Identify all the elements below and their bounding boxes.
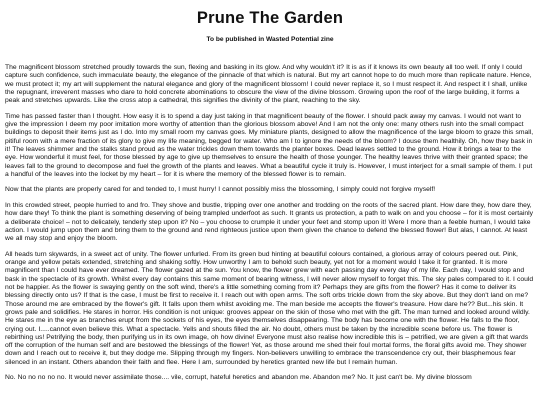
page-title: Prune The Garden xyxy=(196,9,344,27)
paragraph: All heads turn skywards, in a sweet act of unity. The flower unfurled. From its green bud hinting at beautiful colours contained, a glorious array of colours peered out. Pink, orange and yellow petals extended, stretching and shaking softly. How unworthy I am to behold such beauty, yet not for a moment would I take it for granted. It is more magnificent than I could have ever dreamed. The flower gazed at the sun. You know, the flower grew with each passing day every day of my life. Each day, I would stop and bask in the spectacle of its growth. Whilst every day contains this same moment of bearing witness, I will never allow myself to forget this. The sky pales compared to it. I could not be happier. As the flower is swaying gently on the soft wind, there's a little something coming from it? Perhaps they are gifts from the flower? Has it come to deliver its blessing directly onto us? If that is the case, I must be first to receive it. I reach out with open arms. The soft orbs trickle down from the sky above. But they don't land on me? Those around me are embraced by the flower's gift. It falls upon them whilst avoiding me. The man beside me accepts the flower's treasure. How dare he?? But...his skin. It grows pale and solidifies. He stares in horror. His condition is not unique: grooves appear on the skin of those who met with the gift. The man turned and looked around wildly. He stares me in the eye as branches erupt from the sockets of his eyes, the eyes themselves disappearing. The body has become one with the flower. He falls to the floor, crying out. I.....cannot even believe this. What a spectacle. Yells and shouts filled the air. No doubt, others must be taken by the incredible scene before us. The flower is rebirthing us! Petrifying the body, then purifying us in its own image, oh how divine! Everyone must also realise how incredible this is – petrified, we are given a gift that wards off the corruption of the human self and are bestowed the blessings of the flower! Yet, as those around me shed their foul mortal forms, the floral gifts avoid me. They shower down and I reach out to receive it, but they dodge me. Slipping through my fingers. Non-believers unwilling to embrace the transcendence cry out, their blasphemous fear silenced in an instant. Others abandon their faith and flee. Here I am, surrounded by heretics granted new life but I remain human. xyxy=(5,250,534,366)
paragraph: In this crowded street, people hurried to and fro. They shove and bustle, tripping over one another and trodding on the roots of the sacred plant. How dare they, how dare they, how dare they! To think the plant is something deserving of being trampled underfoot as such. It grants us protection, a path to walk on and you choose – for it is most certainly a deliberate choice! – not to delicately, tenderly step upon it? No – you choose to crumple it under your feet and stomp upon it! Were I more than a feeble human, I would take action. I would jump upon them and bring them to the ground and rend righteous justice upon them given the chance to defend the blessed flower! But alas, I cannot. At least we all may stop and enjoy the bloom. xyxy=(5,202,534,243)
page-subtitle: To be published in Wasted Potential zine xyxy=(206,36,334,43)
paragraph: Time has passed faster than I thought. How easy it is to spend a day just taking in that magnificent beauty of the flower. I should pack away my canvas. I would not want to give the impression I deem my poor imitation more worthy of attention than the glorious blossom above! And I am not the only one: many others rush into the small compact buildings to deposit their items just as I do. Into my small room my canvas goes. My miniature plants, designed to allow the magnificence of the large bloom to graze this small, pitiful room with a mere fraction of its glory to give my life meaning, begged for water. Who am I to ignore the needs of the bloom? I douse them healthily. Oh, how they bask in it! The leaves shimmer and the stalks stand proud as the water trickles down them towards the planter boxes. Dead leaves settled to the ground. How it brings a tear to the eye. How wonderful it must feel, for those blessed by age to give up themselves to ensure the health of those younger. The healthy leaves thrive with their granted space; the leaves fall to the ground to decompose and fuel the growth of the plants and leaves. What a beautiful cycle it truly is. However, I must interject for a small sample of them. I put a handful of the leaves into the locket by my heart – for it is where the memory of the blessed flower is to remain. xyxy=(5,112,534,178)
paragraph: The magnificent blossom stretched proudly towards the sun, flexing and basking in its glow. And why wouldn't it? It is as if it knows its own beauty all too well. If only I could capture such confidence, such immaculate beauty, the elegance of the pinnacle of that which is natural. But my art cannot hope to do much more than replicate nature. Hence, we must protect it; my art will supplement the natural elegance and glory of the magnificent blossom! I could never replace it, so I must respect it. And respect it I shall, unlike the repugnant, irreverent masses who dare to hold concrete abominations to obscure the view of the divine blossom. Growing upon the roof of the large building, it forms a peak and stretches upwards. Like the cross atop a cathedral, this signifies the divinity of the plant, reaching to the sky. xyxy=(5,64,532,105)
document-body xyxy=(5,64,535,383)
paragraph: Now that the plants are properly cared for and tended to, I must hurry! I cannot possibly miss the blossoming, I simply could not forgive myself! xyxy=(5,186,436,194)
paragraph: No. No no no no no. It would never assimilate those.... vile, corrupt, hateful heretics and abandon me. Abandon me? No. It just can't be. My divine blossom xyxy=(5,374,472,382)
